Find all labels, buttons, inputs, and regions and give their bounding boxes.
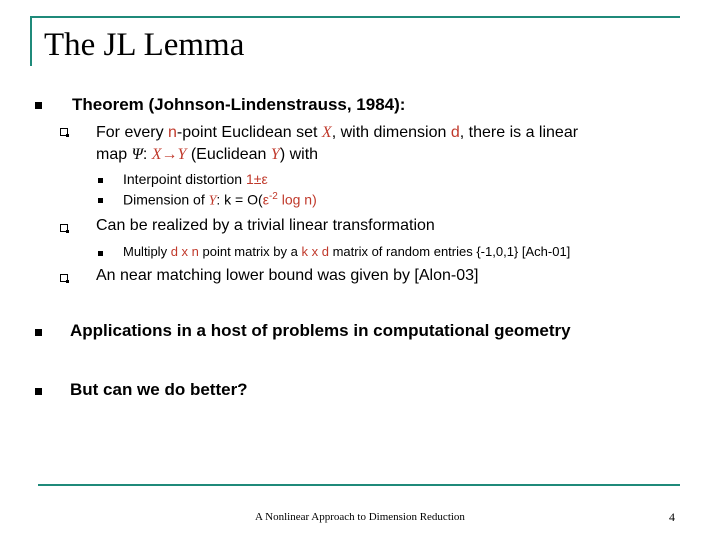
theorem-statement <box>96 122 578 166</box>
better-question: But can we do better? <box>70 380 248 399</box>
statement-text: (Euclidean <box>186 146 271 163</box>
bullet-square-icon <box>35 329 42 336</box>
frame-left-rule <box>30 16 32 66</box>
matrix-text: point matrix by a <box>198 244 302 259</box>
bullet-square-icon <box>35 102 42 109</box>
dimension-text: log n) <box>277 191 317 208</box>
statement-n: n <box>168 124 177 141</box>
dimension-text: : k = O( <box>216 191 263 208</box>
bullet-square-icon <box>98 178 103 183</box>
epsilon-symbol: ε <box>262 191 269 208</box>
statement-text: , there is a linear <box>459 124 579 141</box>
statement-text: ) with <box>279 146 319 163</box>
frame-top-rule <box>30 16 680 18</box>
footer-title: A Nonlinear Approach to Dimension Reduction <box>255 511 465 523</box>
set-X-symbol: X <box>321 124 332 141</box>
map-Y-symbol: Y <box>177 146 187 163</box>
statement-text: map <box>96 146 132 163</box>
matrix-text: matrix of random entries {-1,0,1} [Ach-01] <box>328 244 571 259</box>
psi-symbol: Ψ <box>131 146 143 163</box>
slide-title: The JL Lemma <box>44 27 245 63</box>
matrix-item <box>123 244 570 259</box>
page-number: 4 <box>669 510 675 524</box>
epsilon-exponent: -2 <box>268 191 278 202</box>
theorem-heading: Theorem (Johnson-Lindenstrauss, 1984): <box>72 95 406 114</box>
footer-rule <box>38 484 680 486</box>
statement-text: For every <box>96 124 169 141</box>
matrix-text: Multiply <box>123 244 171 259</box>
matrix-dims-dxn: d x n <box>170 244 199 259</box>
statement-text: : <box>142 146 152 163</box>
set-Y-symbol: Y <box>270 146 280 163</box>
distortion-item <box>123 171 268 187</box>
lower-bound-statement: An near matching lower bound was given by [Alon-03] <box>96 267 479 284</box>
arrow-symbol: → <box>161 146 178 163</box>
realization-statement: Can be realized by a trivial linear transformation <box>96 217 435 234</box>
sub-bullet-icon <box>60 224 68 232</box>
distortion-text: Interpoint distortion <box>123 171 246 187</box>
distortion-value: 1±ε <box>245 171 268 187</box>
dimension-text: Dimension of <box>123 191 209 208</box>
matrix-dims-kxd: k x d <box>301 244 329 259</box>
sub-bullet-icon <box>60 274 68 282</box>
bullet-square-icon <box>98 198 103 203</box>
sub-bullet-icon <box>60 128 68 136</box>
map-X-symbol: X <box>151 146 162 163</box>
applications-point: Applications in a host of problems in computational geometry <box>70 321 571 340</box>
statement-text: -point Euclidean set <box>176 124 322 141</box>
statement-d: d <box>450 124 460 141</box>
statement-text: , with dimension <box>331 124 451 141</box>
bullet-square-icon <box>35 388 42 395</box>
bullet-square-icon <box>98 251 103 256</box>
dimension-item <box>123 191 317 210</box>
dimension-Y-symbol: Y <box>208 193 217 209</box>
